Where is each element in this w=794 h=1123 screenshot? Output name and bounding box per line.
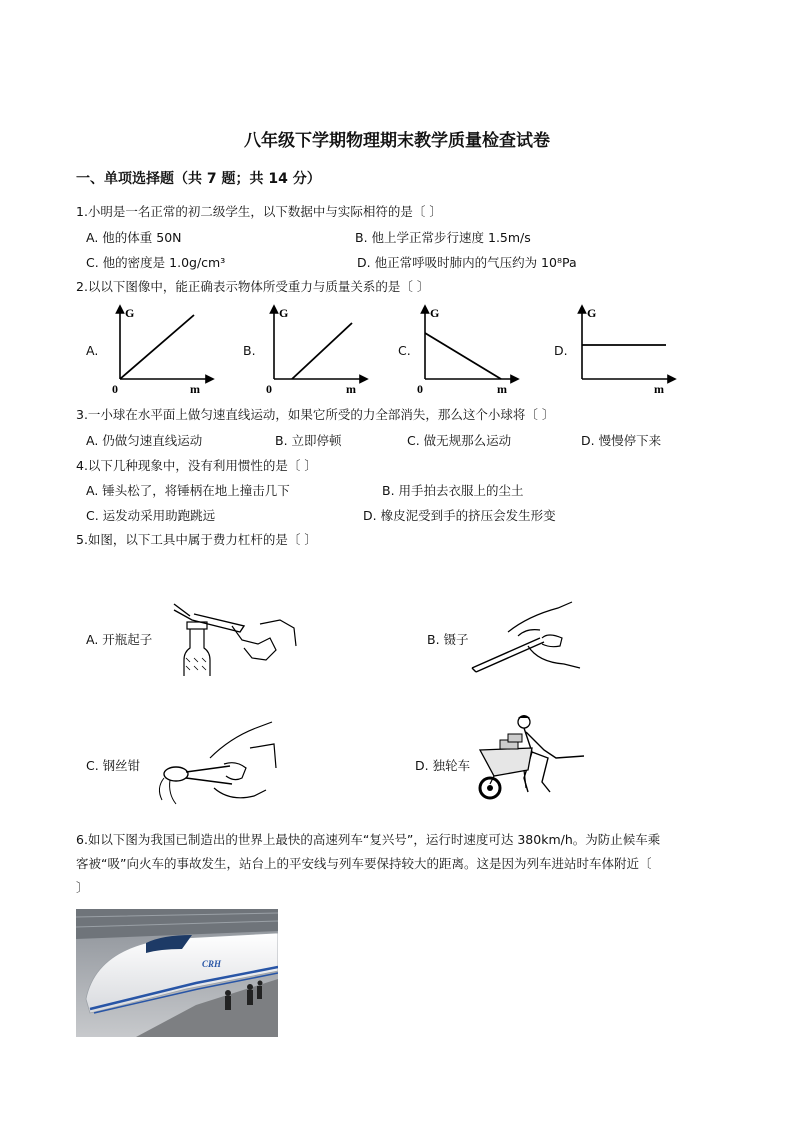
question-5-option-b[interactable]: B. 镊子 [427,632,469,647]
question-4-option-a[interactable]: A. 锤头松了，将锤柄在地上撞击几下 [86,483,290,498]
graph-a-line [120,315,194,379]
svg-text:G: G [125,306,135,320]
question-3-option-c[interactable]: C. 做无规那么运动 [407,433,512,448]
question-1-option-d[interactable]: D. 他正常呼吸时肺内的气压约为 10⁸Pa [357,255,577,270]
graph-b-label[interactable]: B. [243,343,256,358]
question-5-stem: 5.如图，以下工具中属于费力杠杆的是〔 〕 [76,532,317,547]
graph-c-label[interactable]: C. [398,343,411,358]
train-photo [76,909,278,1037]
graph-a-label[interactable]: A. [86,343,99,358]
question-1-stem: 1.小明是一名正常的初二级学生，以下数据中与实际相符的是〔 〕 [76,204,442,219]
svg-text:m: m [346,382,356,393]
graph-c-line [425,333,501,379]
graph-b [262,303,372,393]
tweezers-illustration [468,598,588,678]
svg-text:G: G [430,306,440,320]
question-1-option-b[interactable]: B. 他上学正常步行速度 1.5m/s [355,230,531,245]
svg-text:m: m [190,382,200,393]
question-6-line-3: 〕 [76,880,89,895]
question-5-option-a[interactable]: A. 开瓶起子 [86,632,153,647]
svg-text:0: 0 [112,382,118,393]
question-4-option-c[interactable]: C. 运发动采用助跑跳远 [86,508,216,523]
question-2-stem: 2.以以下图像中，能正确表示物体所受重力与质量关系的是〔 〕 [76,279,430,294]
question-5-option-d[interactable]: D. 独轮车 [415,758,471,773]
question-6-line-2: 客被“吸”向火车的事故发生，站台上的平安线与列车要保持较大的距离。这是因为列车进站时车体附近〔 [76,856,652,871]
question-5-option-c[interactable]: C. 钢丝钳 [86,758,141,773]
graph-b-line [292,323,352,379]
question-4-option-b[interactable]: B. 用手拍去衣服上的尘土 [382,483,524,498]
pliers-illustration [150,718,280,808]
question-1-option-c[interactable]: C. 他的密度是 1.0g/cm³ [86,255,226,270]
page-title: 八年级下学期物理期末教学质量检查试卷 [244,131,550,151]
section-heading: 一、单项选择题（共 7 题；共 14 分） [76,171,321,187]
graph-d-label[interactable]: D. [554,343,568,358]
question-3-option-d[interactable]: D. 慢慢停下来 [581,433,662,448]
graph-a [108,303,218,393]
question-3-stem: 3.一小球在水平面上做匀速直线运动，如果它所受的力全部消失，那么这个小球将〔 〕 [76,407,555,422]
svg-text:G: G [279,306,289,320]
svg-text:0: 0 [266,382,272,393]
question-4-option-d[interactable]: D. 橡皮泥受到手的挤压会发生形变 [363,508,556,523]
svg-text:m: m [654,382,664,393]
question-3-option-b[interactable]: B. 立即停顿 [275,433,342,448]
svg-text:CRH: CRH [202,959,222,969]
question-3-option-a[interactable]: A. 仍做匀速直线运动 [86,433,203,448]
bottle-opener-illustration [170,598,300,678]
graph-c [413,303,523,393]
graph-d [570,303,680,393]
svg-text:0: 0 [417,382,423,393]
wheelbarrow-illustration [472,712,592,802]
svg-text:m: m [497,382,507,393]
question-6-line-1: 6.如以下图为我国已制造出的世界上最快的高速列车“复兴号”，运行时速度可达 380km/h。为防止候车乘 [76,832,661,847]
svg-text:G: G [587,306,597,320]
question-4-stem: 4.以下几种现象中，没有利用惯性的是〔 〕 [76,458,317,473]
question-1-option-a[interactable]: A. 他的体重 50N [86,230,182,245]
